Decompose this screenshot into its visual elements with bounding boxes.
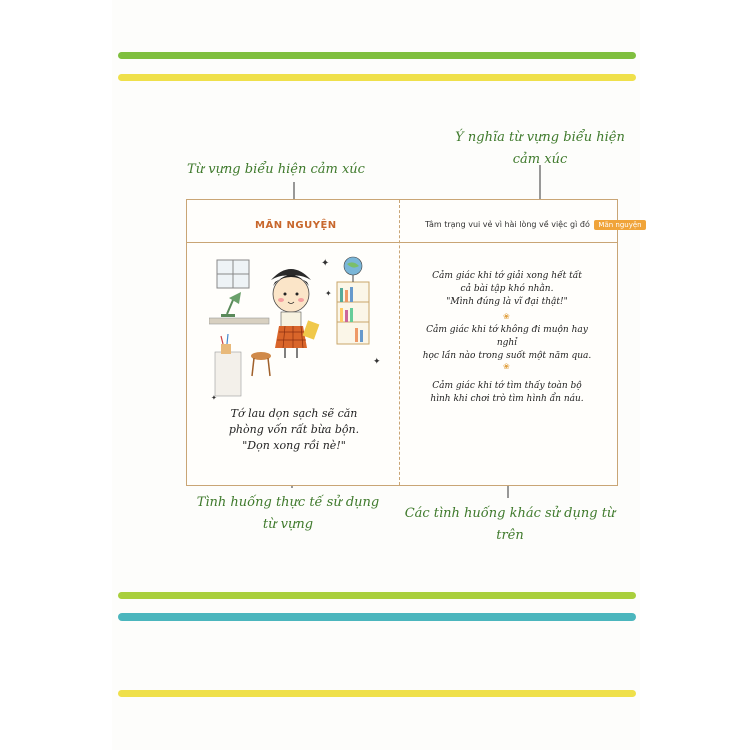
svg-text:✦: ✦ <box>325 289 332 298</box>
panel-column-divider <box>399 200 400 485</box>
panel-header-divider <box>187 242 617 243</box>
vocab-badge: Mãn nguyện <box>594 220 645 230</box>
caption-vocab-text: Từ vựng biểu hiện cảm xúc <box>187 162 365 177</box>
sample-panel <box>186 199 642 486</box>
other-3-line1: Cảm giác khi tớ tìm thấy toàn bộ <box>432 381 582 391</box>
example-line3: "Dọn xong rồi nè!" <box>242 439 346 452</box>
example-line1: Tớ lau dọn sạch sẽ căn <box>230 407 358 420</box>
pencil-cup-icon <box>221 334 231 354</box>
vocab-word: MÃN NGUYỆN <box>255 220 337 231</box>
caption-other-text: Các tình huống khác sử dụng từ trên <box>404 506 616 543</box>
svg-text:✦: ✦ <box>211 394 217 402</box>
caption-meaning-line2: cảm xúc <box>512 152 568 167</box>
caption-situation-line2: từ vựng <box>262 517 314 532</box>
other-2-line2: học lần nào trong suốt một năm qua. <box>422 351 592 361</box>
bookshelf-icon <box>337 282 369 344</box>
child-character-icon <box>271 269 319 358</box>
globe-icon <box>344 257 362 282</box>
other-1-line3: "Mình đúng là vĩ đại thật!" <box>446 297 568 307</box>
vocab-meaning-text: Tâm trạng vui vẻ vì hài lòng về việc gì đó <box>425 220 590 229</box>
caption-situation-line1: Tình huống thực tế sử dụng <box>196 495 380 510</box>
flower-icon-2: ❀ <box>503 362 510 371</box>
example-line2: phòng vốn rất bừa bộn. <box>228 423 360 436</box>
caption-meaning-line1: Ý nghĩa từ vựng biểu hiện <box>455 130 625 145</box>
other-1-line2: cả bài tập khó nhằn. <box>460 284 554 294</box>
other-2-line1: Cảm giác khi tớ không đi muộn hay nghỉ <box>426 325 588 348</box>
flower-icon-1: ❀ <box>503 312 510 321</box>
svg-text:✦: ✦ <box>373 357 381 367</box>
stool-icon <box>251 352 271 376</box>
other-situation-2 <box>417 324 597 363</box>
desk-lamp-icon <box>221 292 241 317</box>
other-situation-3 <box>417 380 597 406</box>
other-1-line1: Cảm giác khi tớ giải xong hết tất <box>432 271 582 281</box>
svg-text:✦: ✦ <box>321 258 330 269</box>
window-icon <box>217 260 249 288</box>
example-sentence <box>199 406 389 454</box>
other-situation-1 <box>417 270 597 309</box>
illustration <box>209 252 394 402</box>
other-3-line2: hình khi chơi trò tìm hình ẩn náu. <box>430 394 584 404</box>
vocab-meaning <box>425 220 646 230</box>
